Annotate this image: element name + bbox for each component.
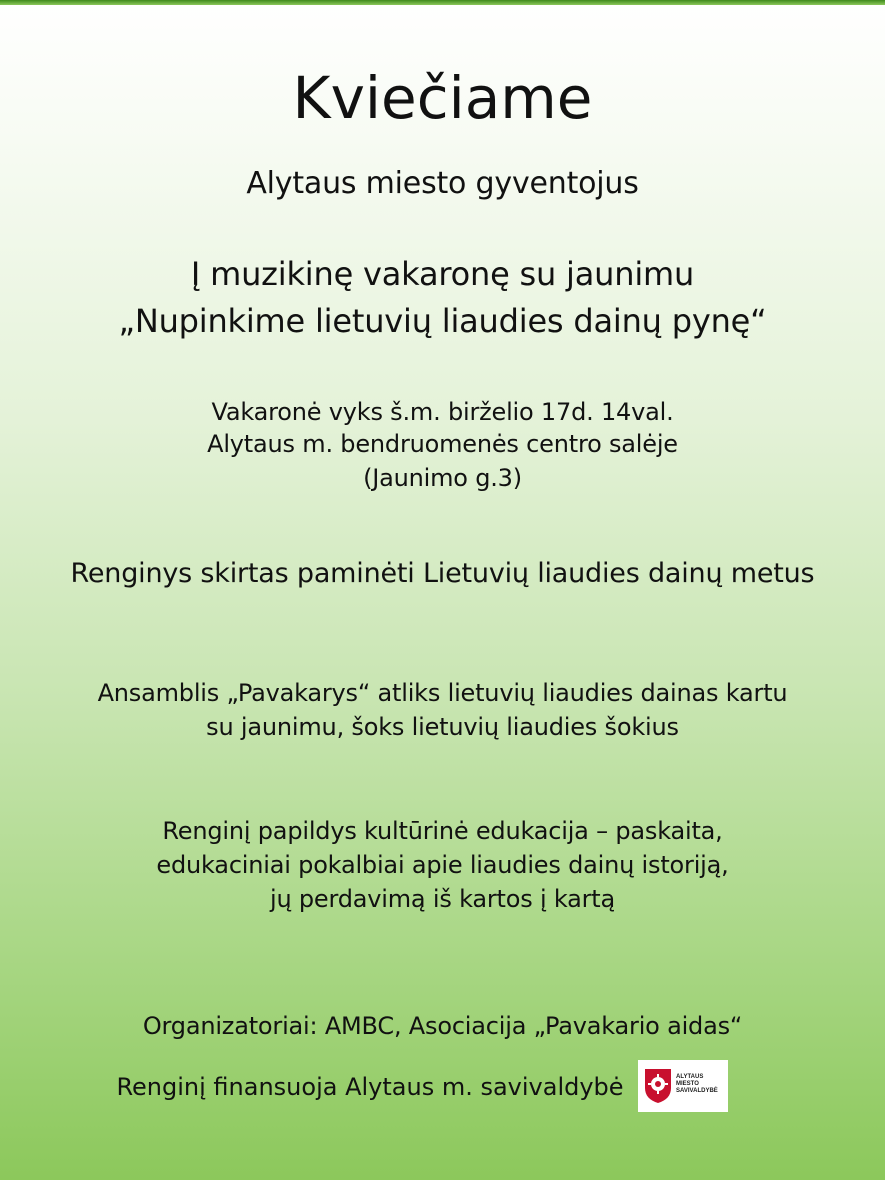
event-date-time: Vakaronė vyks š.m. birželio 17d. 14val. xyxy=(211,398,674,426)
logo-text: ALYTAUS MIESTO SAVIVALDYBĖ xyxy=(676,1074,718,1094)
ensemble-line-2: su jaunimu, šoks lietuvių liaudies šokius xyxy=(206,713,679,741)
funding-line: Renginį finansuoja Alytaus m. savivaldybė xyxy=(116,1073,624,1101)
municipality-logo xyxy=(638,1060,728,1112)
organizers-line: Organizatoriai: AMBC, Asociacija „Pavakario aidas“ xyxy=(142,1012,743,1040)
audience-line: Alytaus miesto gyventojus xyxy=(246,166,639,201)
coat-of-arms-icon xyxy=(644,1068,672,1104)
education-line-1: Renginį papildys kultūrinė edukacija – paskaita, xyxy=(162,817,723,845)
education-line-2: edukaciniai pokalbiai apie liaudies dainų istoriją, xyxy=(156,851,729,879)
event-purpose: Renginys skirtas paminėti Lietuvių liaudies dainų metus xyxy=(70,558,815,589)
education-line-3: jų perdavimą iš kartos į kartą xyxy=(269,885,616,913)
ensemble-line-1: Ansamblis „Pavakarys“ atliks lietuvių liaudies dainas kartu xyxy=(97,679,788,707)
invitation-title: Kviečiame xyxy=(292,64,593,132)
event-intro: Į muzikinę vakaronę su jaunimu xyxy=(190,255,695,293)
event-address: (Jaunimo g.3) xyxy=(363,464,522,492)
event-name: „Nupinkime lietuvių liaudies dainų pynę“ xyxy=(118,302,767,340)
top-accent-bar xyxy=(0,0,885,5)
event-venue: Alytaus m. bendruomenės centro salėje xyxy=(207,430,678,458)
